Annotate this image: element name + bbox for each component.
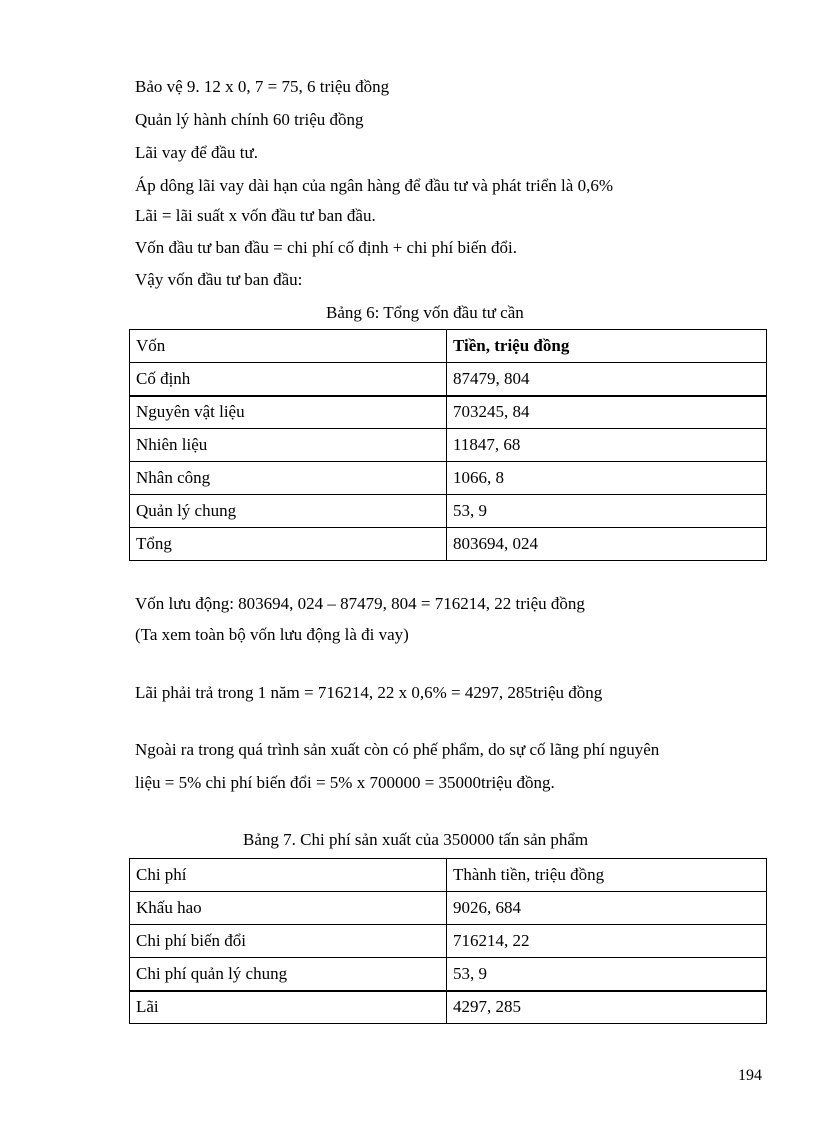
paragraph-line: Quản lý hành chính 60 triệu đồng	[135, 110, 364, 129]
table-cell: Chi phí quản lý chung	[130, 958, 447, 991]
table-row	[130, 991, 767, 1024]
table-row	[130, 363, 767, 396]
table-row	[130, 925, 767, 958]
table7	[129, 858, 767, 1024]
table-cell: Nhiên liệu	[130, 429, 447, 462]
table-header-cell: Thành tiền, triệu đồng	[447, 859, 767, 892]
table-header-cell: Vốn	[130, 330, 447, 363]
table-cell: 4297, 285	[447, 991, 767, 1024]
table-row	[130, 958, 767, 991]
table-cell: 1066, 8	[447, 462, 767, 495]
table-cell: 9026, 684	[447, 892, 767, 925]
table-cell: Nguyên vật liệu	[130, 396, 447, 429]
table6	[129, 329, 767, 561]
table-cell: 716214, 22	[447, 925, 767, 958]
table-header-row	[130, 330, 767, 363]
paragraph-line: (Ta xem toàn bộ vốn lưu động là đi vay)	[135, 625, 409, 644]
table-row	[130, 396, 767, 429]
table-cell: Lãi	[130, 991, 447, 1024]
table-cell: 87479, 804	[447, 363, 767, 396]
table-cell: Quản lý chung	[130, 495, 447, 528]
table-cell: 803694, 024	[447, 528, 767, 561]
table7-caption: Bảng 7. Chi phí sản xuất của 350000 tấn sản phẩm	[243, 830, 589, 849]
table-cell: Tổng	[130, 528, 447, 561]
paragraph-line: Áp dông lãi vay dài hạn của ngân hàng để đầu tư và phát triển là 0,6%	[135, 176, 613, 195]
paragraph-line: Ngoài ra trong quá trình sản xuất còn có phế phẩm, do sự cố lãng phí nguyên	[135, 740, 660, 759]
table-row	[130, 892, 767, 925]
table-header-cell: Tiền, triệu đồng	[447, 330, 767, 363]
paragraph-line: Lãi phải trả trong 1 năm = 716214, 22 x 0,6% = 4297, 285triệu đồng	[135, 683, 603, 702]
table-cell: 53, 9	[447, 958, 767, 991]
paragraph-line: Vốn đầu tư ban đầu = chi phí cố định + chi phí biến đổi.	[135, 238, 518, 257]
table-cell: 11847, 68	[447, 429, 767, 462]
table-row	[130, 528, 767, 561]
table-row	[130, 429, 767, 462]
table6-caption: Bảng 6: Tổng vốn đầu tư cần	[326, 303, 524, 322]
paragraph-line: Vậy vốn đầu tư ban đầu:	[135, 270, 303, 289]
paragraph-line: Lãi vay để đầu tư.	[135, 143, 258, 162]
paragraph-line: liệu = 5% chi phí biến đổi = 5% x 700000 = 35000triệu đồng.	[135, 773, 555, 792]
table-header-cell: Chi phí	[130, 859, 447, 892]
table-cell: Chi phí biến đổi	[130, 925, 447, 958]
table-row	[130, 495, 767, 528]
table-cell: Cố định	[130, 363, 447, 396]
page-number: 194	[738, 1067, 762, 1084]
table-header-row	[130, 859, 767, 892]
table-row	[130, 462, 767, 495]
table-cell: 703245, 84	[447, 396, 767, 429]
paragraph-line: Bảo vệ 9. 12 x 0, 7 = 75, 6 triệu đồng	[135, 77, 390, 96]
table-cell: 53, 9	[447, 495, 767, 528]
table-cell: Khấu hao	[130, 892, 447, 925]
table-cell: Nhân công	[130, 462, 447, 495]
paragraph-line: Lãi = lãi suất x vốn đầu tư ban đầu.	[135, 206, 376, 225]
paragraph-line: Vốn lưu động: 803694, 024 – 87479, 804 = 716214, 22 triệu đồng	[135, 594, 585, 613]
